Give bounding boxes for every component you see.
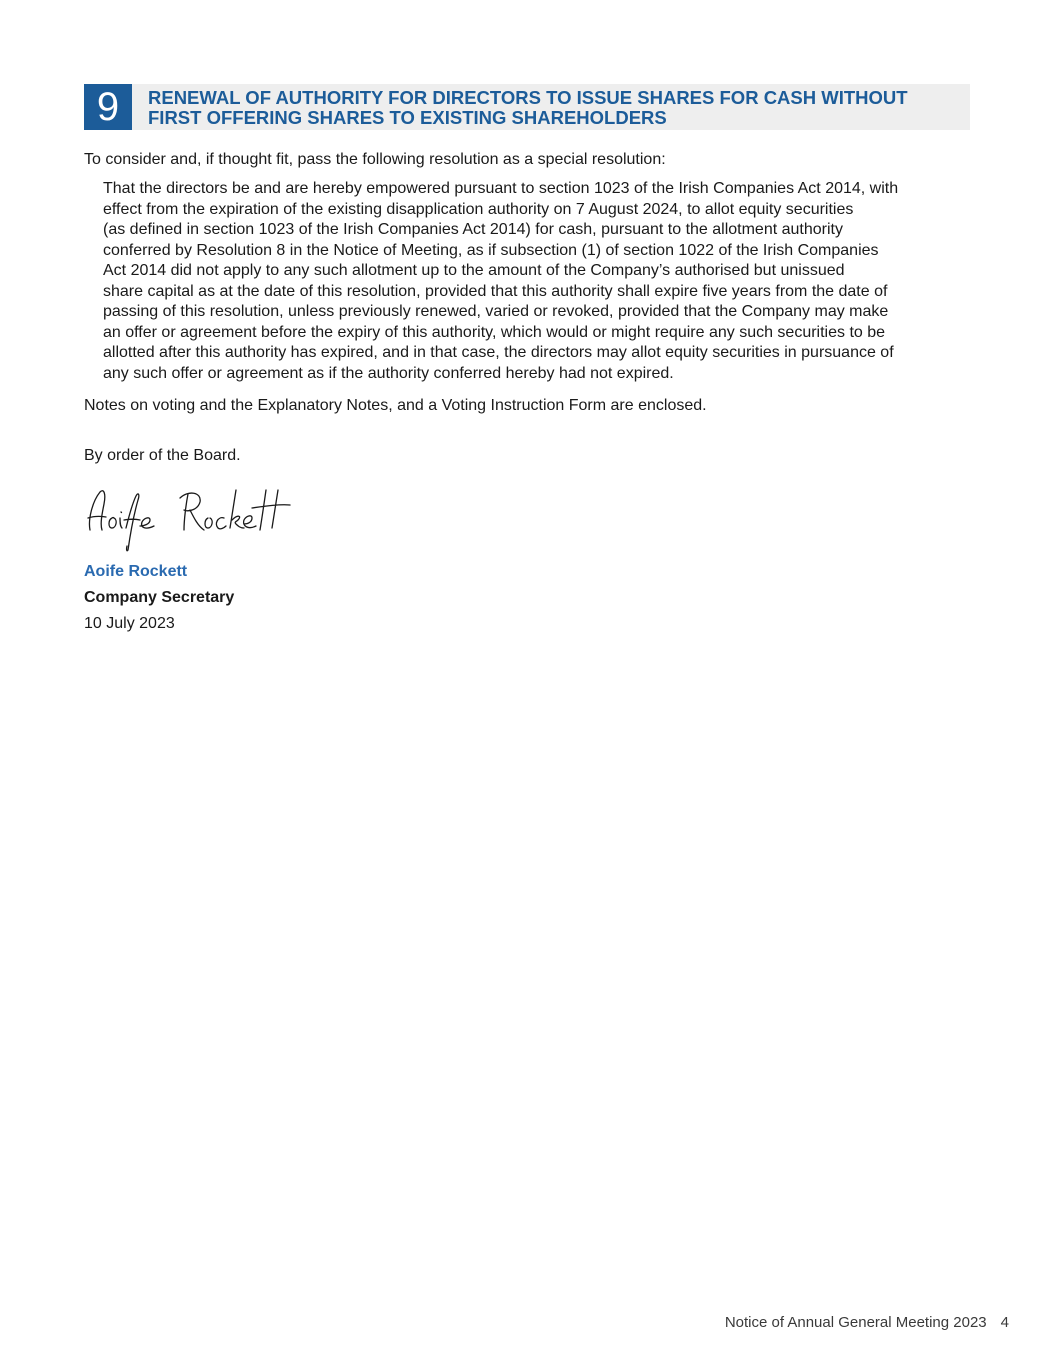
footer-document-title: Notice of Annual General Meeting 2023 bbox=[724, 1314, 987, 1331]
footer-page-number: 4 bbox=[1000, 1314, 1009, 1331]
signature-date: 10 July 2023 bbox=[84, 615, 175, 632]
notes-text: Notes on voting and the Explanatory Notes, and a Voting Instruction Form are enclosed. bbox=[84, 397, 707, 414]
resolution-title bbox=[148, 88, 958, 128]
resolution-body-line: conferred by Resolution 8 in the Notice of Meeting, as if subsection (1) of section 1022 of the Irish Companies bbox=[103, 241, 879, 259]
resolution-body-line: any such offer or agreement as if the authority conferred hereby had not expired. bbox=[103, 364, 674, 382]
order-of-board-text: By order of the Board. bbox=[84, 447, 241, 464]
resolution-body-line: That the directors be and are hereby empowered pursuant to section 1023 of the Irish Companies Act 2014, with bbox=[103, 180, 899, 197]
resolution-title-line-2: FIRST OFFERING SHARES TO EXISTING SHAREHOLDERS bbox=[148, 107, 667, 128]
resolution-body-line: allotted after this authority has expired, and in that case, the directors may allot equity securities in pursuance of bbox=[103, 344, 894, 361]
resolution-header bbox=[84, 84, 970, 130]
signatory-role: Company Secretary bbox=[84, 589, 235, 606]
resolution-body-line: an offer or agreement before the expiry of this authority, which would or might require any such securities to be bbox=[103, 323, 886, 341]
signatory-name: Aoife Rockett bbox=[84, 563, 188, 580]
resolution-number-badge: 9 bbox=[84, 84, 132, 130]
resolution-body-line: passing of this resolution, unless previously renewed, varied or revoked, provided that the Company may make bbox=[103, 303, 889, 320]
resolution-title-line-1: RENEWAL OF AUTHORITY FOR DIRECTORS TO ISSUE SHARES FOR CASH WITHOUT bbox=[148, 87, 908, 108]
page-footer bbox=[725, 1313, 1009, 1333]
resolution-body bbox=[103, 179, 983, 384]
resolution-intro: To consider and, if thought fit, pass the following resolution as a special resolution: bbox=[84, 151, 666, 168]
handwritten-signature bbox=[84, 480, 294, 556]
resolution-body-line: (as defined in section 1023 of the Irish Companies Act 2014) for cash, pursuant to the allotment authority bbox=[103, 221, 843, 238]
resolution-body-line: Act 2014 did not apply to any such allotment up to the amount of the Company’s authorised but unissued bbox=[103, 262, 845, 279]
resolution-body-line: share capital as at the date of this resolution, provided that this authority shall expire five years from the date of bbox=[103, 282, 888, 300]
resolution-body-line: effect from the expiration of the existing disapplication authority on 7 August 2024, to allot equity securities bbox=[103, 200, 854, 218]
